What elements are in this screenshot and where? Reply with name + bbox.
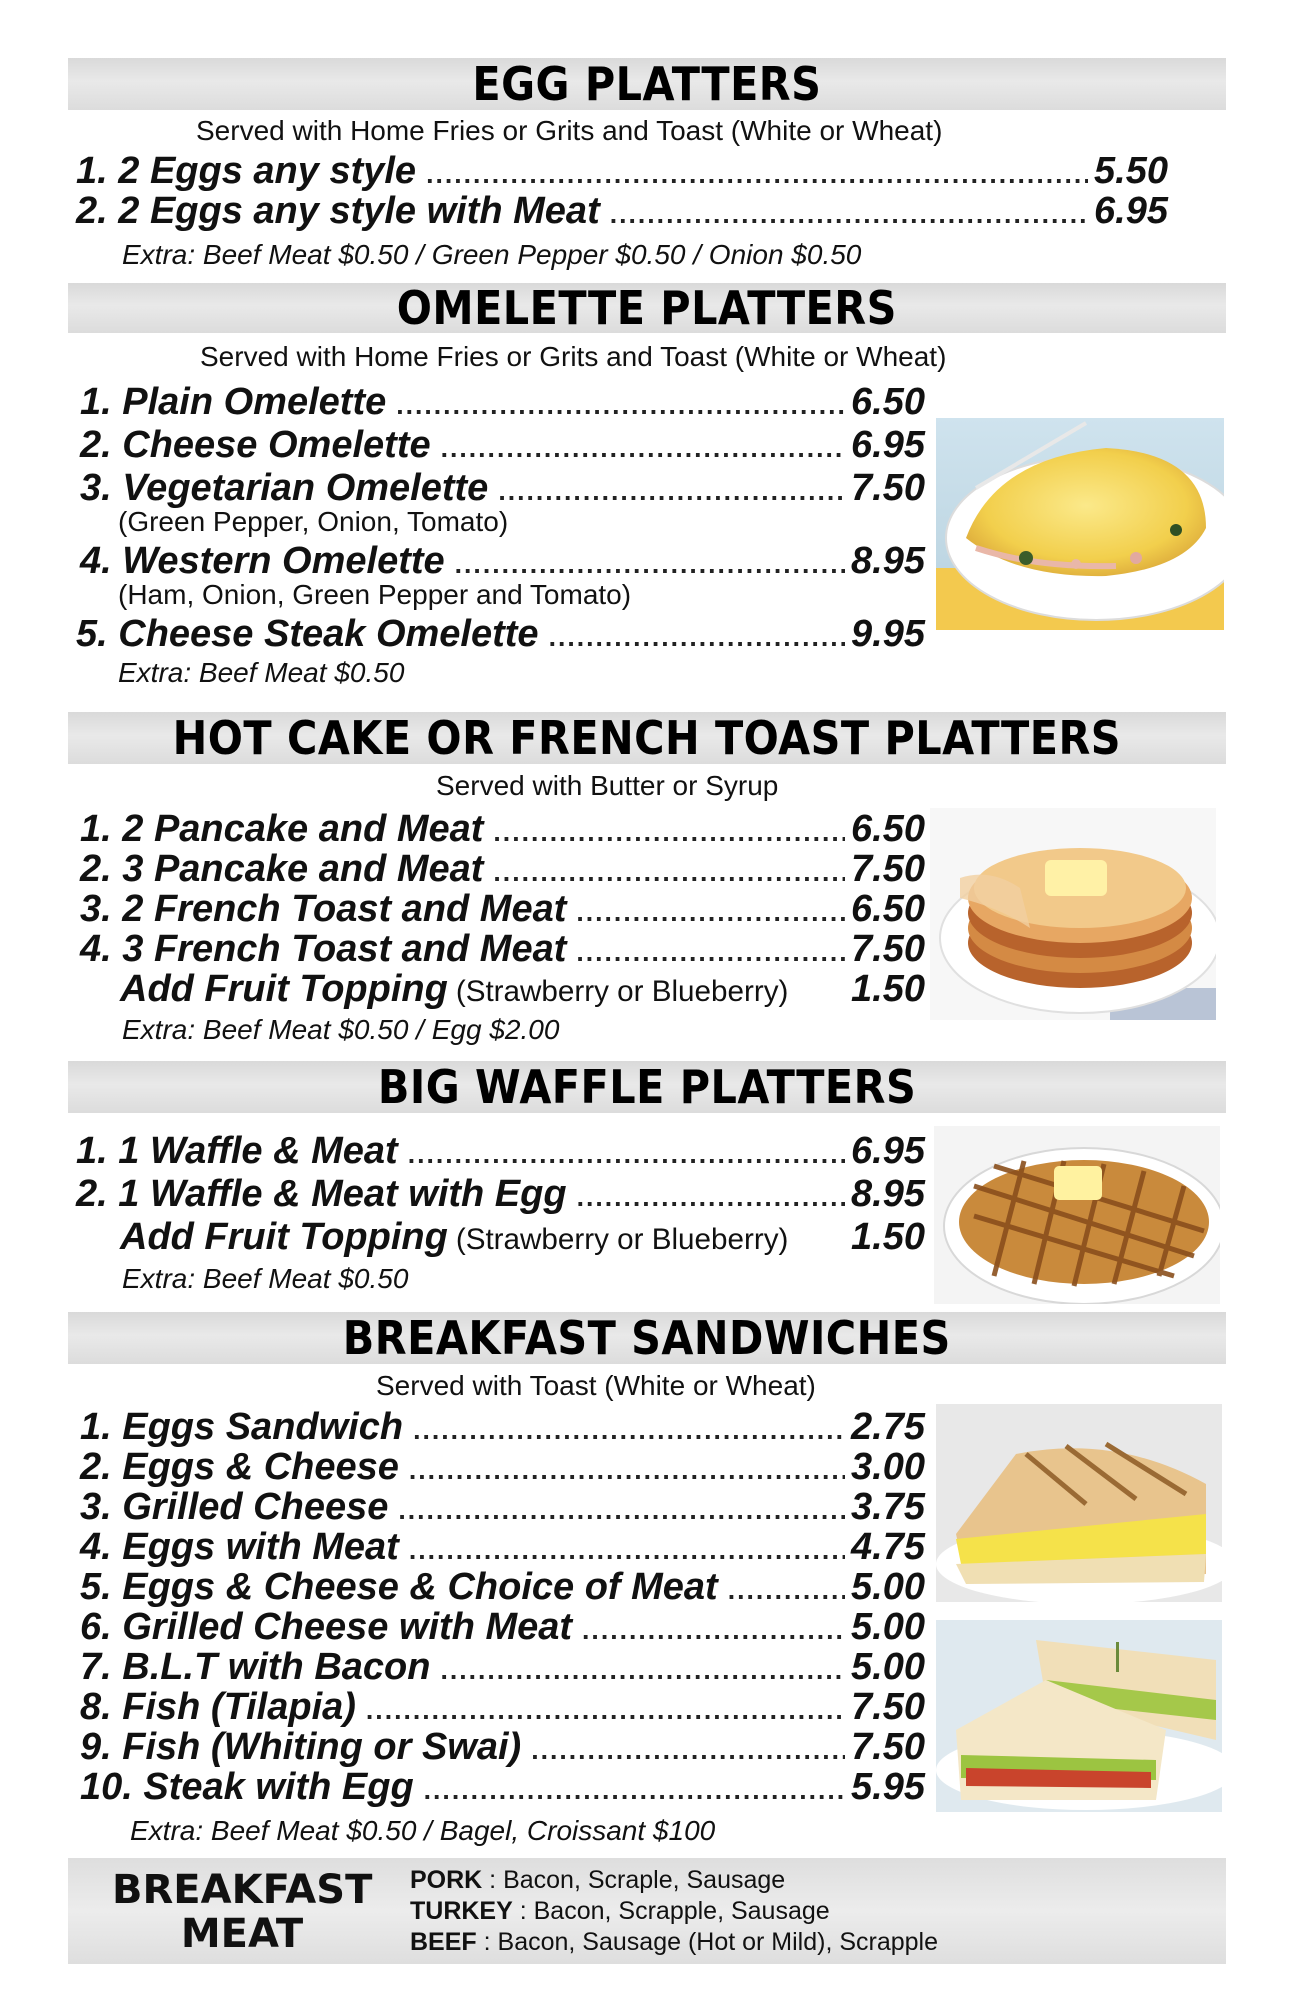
menu-item: 10. Steak with Egg ..... 5.95 [80, 1766, 925, 1809]
menu-item: 5. Eggs & Cheese & Choice of Meat ..... 5.00 [80, 1566, 925, 1609]
omelette-platters-extra: Extra: Beef Meat $0.50 [118, 657, 405, 688]
menu-item: 3. 2 French Toast and Meat ..... 6.50 [80, 888, 925, 931]
blt-sandwich-photo [936, 1620, 1222, 1812]
menu-item: 5. Cheese Steak Omelette ..... 9.95 [76, 613, 925, 656]
menu-item: 1. 2 Pancake and Meat ..... 6.50 [80, 808, 925, 851]
waffle-platters-title: BIG WAFFLE PLATTERS [377, 1060, 917, 1114]
breakfast-sandwiches-header [68, 1312, 1226, 1364]
item-note: (Ham, Onion, Green Pepper and Tomato) [118, 579, 632, 610]
fruit-topping-item: Add Fruit Topping (Strawberry or Blueberry) 1.50 [120, 1216, 925, 1258]
menu-item: 2. Cheese Omelette ..... 6.95 [80, 424, 925, 467]
menu-item: 4. 3 French Toast and Meat ..... 7.50 [80, 928, 925, 971]
egg-platters-extra: Extra: Beef Meat $0.50 / Green Pepper $0.50 / Onion $0.50 [122, 239, 862, 270]
menu-item: 8. Fish (Tilapia) ..... 7.50 [80, 1686, 925, 1729]
hot-cake-platters-title: HOT CAKE OR FRENCH TOAST PLATTERS [172, 711, 1122, 765]
menu-item: 9. Fish (Whiting or Swai) ..... 7.50 [80, 1726, 925, 1769]
menu-item: 3. Vegetarian Omelette ..... 7.50 [80, 467, 925, 510]
breakfast-sandwiches-extra: Extra: Beef Meat $0.50 / Bagel, Croissant $100 [130, 1815, 716, 1846]
meat-line-turkey: TURKEY : Bacon, Scrapple, Sausage [410, 1897, 830, 1925]
waffle-platters-extra: Extra: Beef Meat $0.50 [122, 1263, 409, 1294]
omelette-platters-title: OMELETTE PLATTERS [396, 281, 898, 335]
menu-item: 2. 2 Eggs any style with Meat ..... 6.95 [76, 190, 1168, 233]
waffle-photo [934, 1126, 1220, 1304]
item-note: (Green Pepper, Onion, Tomato) [118, 506, 509, 537]
hot-cake-platters-extra: Extra: Beef Meat $0.50 / Egg $2.00 [122, 1014, 560, 1045]
menu-item: 7. B.L.T with Bacon ..... 5.00 [80, 1646, 925, 1689]
hot-cake-platters-header [68, 712, 1226, 764]
meat-line-beef: BEEF : Bacon, Sausage (Hot or Mild), Scrapple [410, 1928, 939, 1956]
egg-sandwich-photo [936, 1404, 1222, 1602]
breakfast-sandwiches-title: BREAKFAST SANDWICHES [343, 1311, 951, 1365]
menu-item: 2. 1 Waffle & Meat with Egg ..... 8.95 [76, 1173, 925, 1216]
menu-item: 4. Western Omelette ..... 8.95 [80, 540, 925, 583]
omelette-platters-served: Served with Home Fries or Grits and Toast (White or Wheat) [200, 341, 947, 372]
menu-item: 1. Plain Omelette ..... 6.50 [80, 381, 925, 424]
breakfast-sandwiches-served: Served with Toast (White or Wheat) [376, 1370, 816, 1401]
meat-line-pork: PORK : Bacon, Scraple, Sausage [410, 1866, 786, 1894]
menu-item: 3. Grilled Cheese ..... 3.75 [80, 1486, 925, 1529]
menu-item: 1. Eggs Sandwich ..... 2.75 [80, 1406, 925, 1449]
egg-platters-title: EGG PLATTERS [472, 57, 822, 111]
menu-item: 6. Grilled Cheese with Meat ..... 5.00 [80, 1606, 925, 1649]
pancake-photo [930, 808, 1216, 1020]
egg-platters-served: Served with Home Fries or Grits and Toast (White or Wheat) [196, 115, 943, 146]
menu-item: 2. Eggs & Cheese ..... 3.00 [80, 1446, 925, 1489]
omelette-photo [936, 418, 1224, 630]
menu-item: 1. 1 Waffle & Meat ..... 6.95 [76, 1130, 925, 1173]
hot-cake-platters-served: Served with Butter or Syrup [436, 770, 779, 801]
menu-item: 4. Eggs with Meat ..... 4.75 [80, 1526, 925, 1569]
fruit-topping-item: Add Fruit Topping (Strawberry or Blueberry) 1.50 [120, 968, 925, 1010]
egg-platters-header [68, 58, 1226, 110]
omelette-platters-header [68, 283, 1226, 333]
menu-item: 1. 2 Eggs any style ..... 5.50 [76, 150, 1168, 193]
menu-item: 2. 3 Pancake and Meat ..... 7.50 [80, 848, 925, 891]
waffle-platters-header [68, 1061, 1226, 1113]
breakfast-meat-title: BREAKFAST MEAT [112, 1867, 373, 1957]
